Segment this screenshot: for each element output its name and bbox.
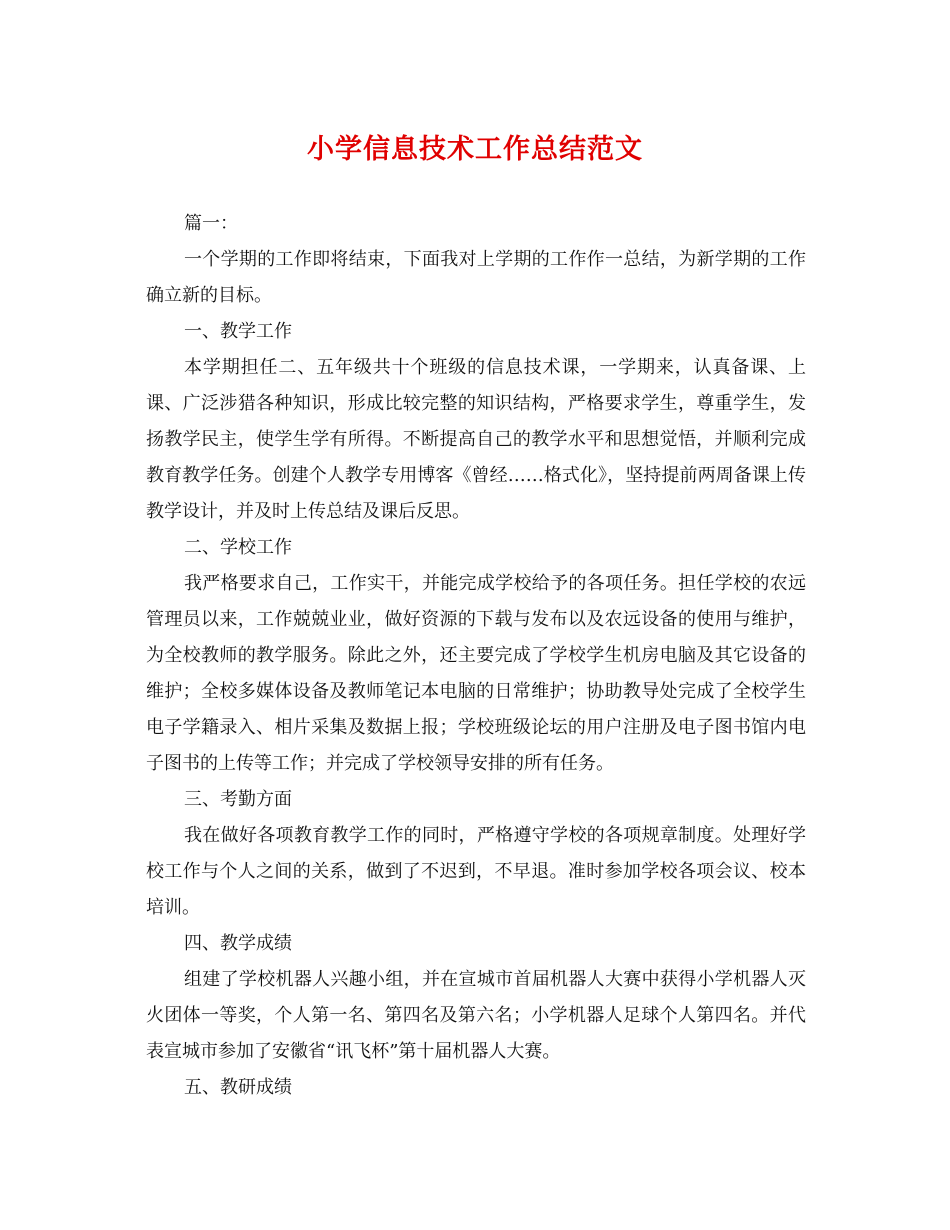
section-label: 篇一：	[184, 213, 238, 234]
paragraph-teaching-results: 组建了学校机器人兴趣小组，并在宣城市首届机器人大赛中获得小学机器人灭火团体一等奖，个人第一名、第四名及第六名；小学机器人足球个人第四名。并代表宣城市参加了安徽省“讯飞杯”第十届机器人大赛。	[146, 969, 806, 1062]
paragraph-teaching: 本学期担任二、五年级共十个班级的信息技术课，一学期来，认真备课、上课、广泛涉猎各种知识，形成比较完整的知识结构，严格要求学生，尊重学生，发扬教学民主，使学生学有所得。不断提高自己的教学水平和思想觉悟，并顺利完成教育教学任务。创建个人教学专用博客《曾经……格式化》，坚持提前两周备课上传教学设计，并及时上传总结及课后反思。	[146, 357, 806, 522]
heading-attendance: 三、考勤方面	[184, 789, 292, 810]
document-body	[146, 206, 806, 1106]
paragraph-attendance: 我在做好各项教育教学工作的同时，严格遵守学校的各项规章制度。处理好学校工作与个人之间的关系，做到了不迟到，不早退。准时参加学校各项会议、校本培训。	[146, 825, 806, 918]
paragraph-school-work: 我严格要求自己，工作实干，并能完成学校给予的各项任务。担任学校的农远管理员以来，工作兢兢业业，做好资源的下载与发布以及农远设备的使用与维护，为全校教师的教学服务。除此之外，还主要完成了学校学生机房电脑及其它设备的维护；全校多媒体设备及教师笔记本电脑的日常维护；协助教导处完成了全校学生电子学籍录入、相片采集及数据上报；学校班级论坛的用户注册及电子图书馆内电子图书的上传等工作；并完成了学校领导安排的所有任务。	[146, 573, 806, 774]
document-title: 小学信息技术工作总结范文	[307, 134, 643, 165]
heading-research-results: 五、教研成绩	[184, 1077, 292, 1098]
heading-teaching: 一、教学工作	[184, 321, 292, 342]
heading-school-work: 二、学校工作	[184, 537, 292, 558]
intro-paragraph: 一个学期的工作即将结束，下面我对上学期的工作作一总结，为新学期的工作确立新的目标。	[146, 249, 806, 306]
heading-teaching-results: 四、教学成绩	[184, 933, 292, 954]
